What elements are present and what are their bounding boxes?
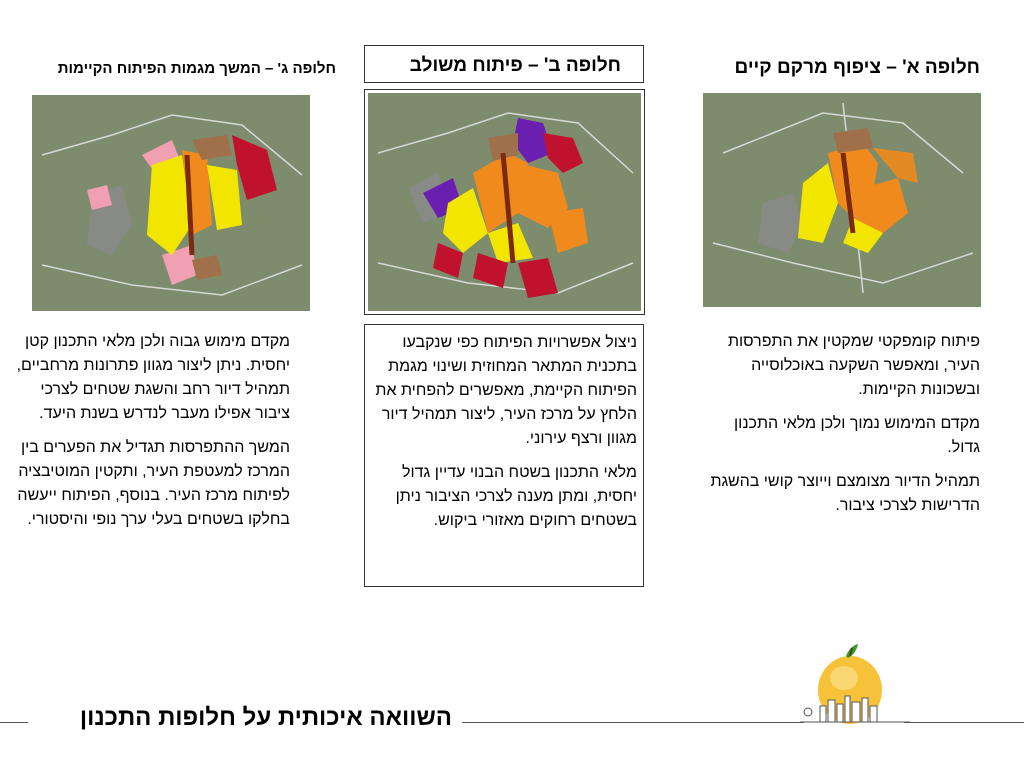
alternative-b-description-box (364, 324, 644, 587)
alternative-c-paragraph: המשך ההתפרסות תגדיל את הפערים בין המרכז למעטפת העיר, ותקטין המוטיבציה לפיתוח מרכז העיר. בנוסף, הפיתוח ייעשה בחלקו בשטחים בעלי ערך נופי והיסטורי. (17, 439, 290, 528)
footer-title: השוואה איכותית על חלופות התכנון (79, 704, 452, 731)
alternative-a-title: חלופה א' – ציפוף מרקם קיים (734, 57, 980, 78)
footer-divider (0, 722, 28, 723)
alternative-c-map (32, 95, 310, 311)
orange-fruit-city-logo-icon (800, 640, 910, 726)
alternative-a-paragraph: מקדם המימוש נמוך ולכן מלאי התכנון גדול. (734, 415, 980, 456)
alternative-c-title: חלופה ג' – המשך מגמות הפיתוח הקיימות (57, 60, 336, 77)
alternative-b-description (375, 331, 637, 543)
footer-divider (904, 722, 1024, 723)
alternative-b-map (368, 93, 641, 311)
footer-divider (462, 722, 804, 723)
alternative-c-description (16, 330, 290, 542)
alternative-a-paragraph: תמהיל הדיור מצומצם וייוצר קושי בהשגת הדרישות לצרכי ציבור. (710, 473, 980, 514)
alternative-a-paragraph: פיתוח קומפקטי שמקטין את התפרסות העיר, ומאפשר השקעה באוכלוסייה ובשכונות הקיימות. (727, 333, 980, 398)
alternative-b-map-frame (364, 89, 645, 315)
alternative-b-paragraph: ניצול אפשרויות הפיתוח כפי שנקבעו בתכנית המתאר המחוזית ושינוי מגמת הפיתוח הקיימת, מאפשרים להפחית את הלחץ על מרכז העיר, ליצור תמהיל דיור מגוון ורצף עירוני. (375, 334, 637, 447)
alternative-c-paragraph: מקדם מימוש גבוה ולכן מלאי התכנון קטן יחסית. ניתן ליצור מגוון פתרונות מרחביים, תמהיל דיור רחב והשגת שטחים לצרכי ציבור אפילו מעבר לנדרש בשנת היעד. (16, 333, 290, 422)
alternative-b-paragraph: מלאי התכנון בשטח הבנוי עדיין גדול יחסית, ומתן מענה לצרכי הציבור ניתן בשטחים רחוקים מאזורי ביקוש. (395, 464, 637, 529)
alternative-a-description (710, 330, 980, 528)
alternative-b-title-box (364, 45, 644, 83)
alternative-b-title: חלופה ב' – פיתוח משולב (409, 55, 621, 76)
alternative-a-map (703, 93, 981, 307)
